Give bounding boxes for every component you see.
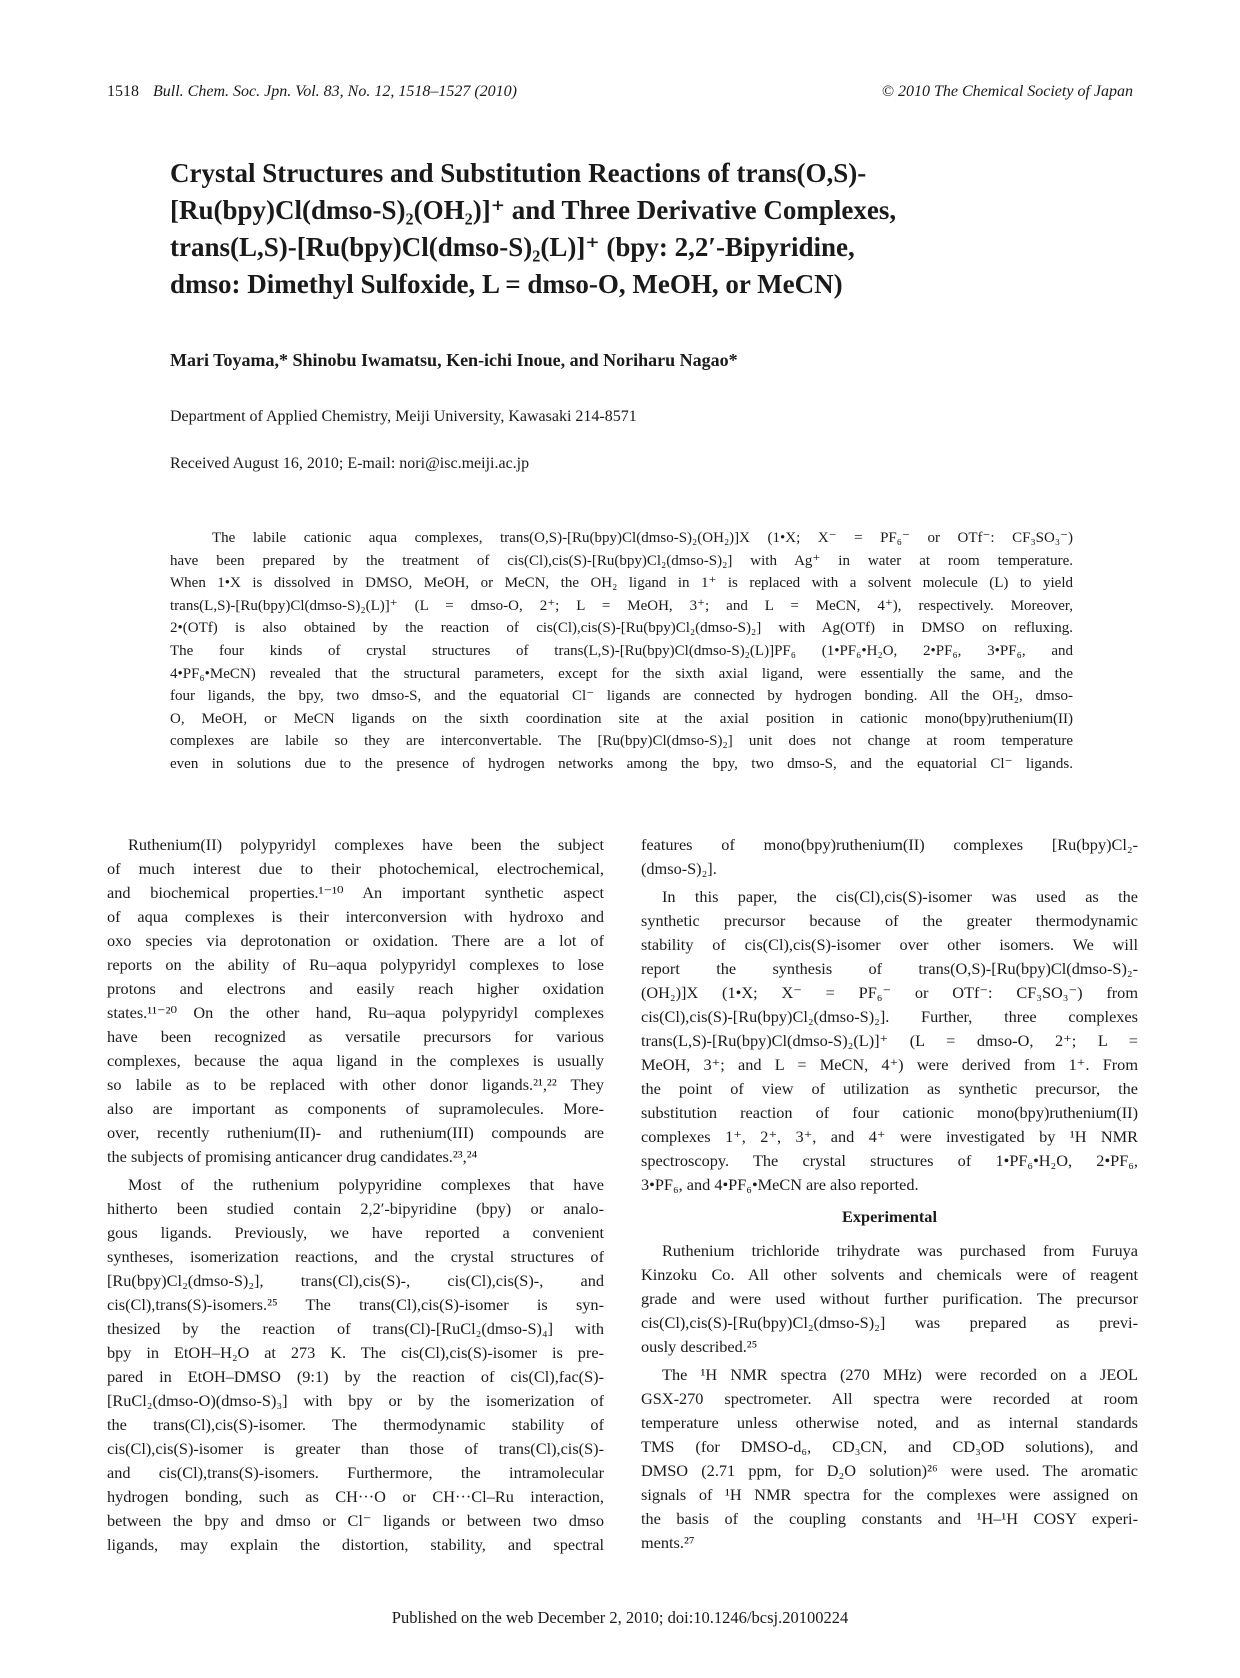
abstract-line: trans(L,S)-[Ru(bpy)Cl(dmso-S)₂(L)]⁺ (L = dmso-O, 2⁺; L = MeOH, 3⁺; and L = MeCN, 4⁺), respectively. Moreover, [170, 597, 1073, 614]
section-heading-experimental: Experimental [842, 1207, 937, 1226]
abstract-line: have been prepared by the treatment of cis(Cl),cis(S)-[Ru(bpy)Cl₂(dmso-S)₂] with Ag⁺ in water at room temperature. [170, 552, 1073, 569]
title-line: dmso: Dimethyl Sulfoxide, L = dmso-O, MeOH, or MeCN) [170, 269, 843, 299]
body-line: thesized by the reaction of trans(Cl)-[RuCl₂(dmso-S)₄] with [107, 1319, 604, 1338]
body-line: states.¹¹⁻²⁰ On the other hand, Ru–aqua polypyridyl complexes [107, 1003, 604, 1022]
body-line: (dmso-S)₂]. [641, 859, 717, 878]
body-line: complexes 1⁺, 2⁺, 3⁺, and 4⁺ were investigated by ¹H NMR [641, 1127, 1138, 1146]
body-line: also are important as components of supramolecules. More- [107, 1099, 604, 1118]
body-line: grade and were used without further purification. The precursor [641, 1289, 1138, 1308]
body-line: gous ligands. Previously, we have reported a convenient [107, 1223, 604, 1242]
body-line: GSX-270 spectrometer. All spectra were recorded at room [641, 1389, 1138, 1408]
paper-title [170, 155, 1070, 303]
author-list: Mari Toyama,* Shinobu Iwamatsu, Ken-ichi Inoue, and Noriharu Nagao* [170, 350, 738, 370]
body-line: Ruthenium(II) polypyridyl complexes have been the subject [128, 835, 604, 854]
body-line: so labile as to be replaced with other donor ligands.²¹,²² They [107, 1075, 604, 1094]
abstract-line: When 1•X is dissolved in DMSO, MeOH, or MeCN, the OH₂ ligand in 1⁺ is replaced with a solvent molecule (L) to yield [170, 575, 1073, 592]
body-line: DMSO (2.71 ppm, for D₂O solution)²⁶ were used. The aromatic [641, 1461, 1138, 1480]
body-line: and biochemical properties.¹⁻¹⁰ An important synthetic aspect [107, 883, 604, 902]
publication-footer: Published on the web December 2, 2010; doi:10.1246/bcsj.20100224 [391, 1608, 849, 1627]
abstract-line: complexes are labile so they are interconvertable. The [Ru(bpy)Cl(dmso-S)₂] unit does not change at room temperature [170, 733, 1073, 750]
body-line: hydrogen bonding, such as CH···O or CH···Cl–Ru interaction, [107, 1487, 604, 1506]
body-line: the basis of the coupling constants and ¹H–¹H COSY experi- [641, 1509, 1138, 1528]
body-line: synthetic precursor because of the greater thermodynamic [641, 911, 1138, 930]
body-line: complexes, because the aqua ligand in the complexes is usually [107, 1051, 604, 1070]
body-line: between the bpy and dmso or Cl⁻ ligands or between two dmso [107, 1511, 604, 1530]
abstract-line: The labile cationic aqua complexes, trans(O,S)-[Ru(bpy)Cl(dmso-S)₂(OH₂)]X (1•X; X⁻ = PF₆⁻ or OTf⁻: CF₃SO₃⁻) [212, 530, 1073, 546]
body-line: cis(Cl),cis(S)-[Ru(bpy)Cl₂(dmso-S)₂]. Further, three complexes [641, 1007, 1138, 1026]
body-line: pared in EtOH–DMSO (9:1) by the reaction of cis(Cl),fac(S)- [107, 1367, 604, 1386]
body-line: ously described.²⁵ [641, 1337, 758, 1356]
abstract-line: 4•PF₆•MeCN) revealed that the structural parameters, except for the sixth axial ligand, were essentially the same, and the [170, 665, 1073, 682]
title-line: Crystal Structures and Substitution Reactions of trans(O,S)- [170, 158, 867, 188]
abstract-line: even in solutions due to the presence of hydrogen networks among the bpy, two dmso-S, and the equatorial Cl⁻ ligands. [170, 755, 1073, 772]
body-line: trans(L,S)-[Ru(bpy)Cl(dmso-S)₂(L)]⁺ (L = dmso-O, 2⁺; L = [641, 1031, 1138, 1050]
body-line: spectroscopy. The crystal structures of 1•PF₆•H₂O, 2•PF₆, [641, 1151, 1138, 1170]
title-line: [Ru(bpy)Cl(dmso-S)₂(OH₂)]⁺ and Three Derivative Complexes, [170, 195, 897, 225]
body-line: of much interest due to their photochemical, electrochemical, [107, 859, 604, 878]
body-line: [Ru(bpy)Cl₂(dmso-S)₂], trans(Cl),cis(S)-, cis(Cl),cis(S)-, and [107, 1271, 604, 1290]
received-date-email: Received August 16, 2010; E-mail: nori@isc.meiji.ac.jp [170, 455, 530, 472]
body-line: bpy in EtOH–H₂O at 273 K. The cis(Cl),cis(S)-isomer is pre- [107, 1343, 604, 1362]
body-line: 3•PF₆, and 4•PF₆•MeCN are also reported. [641, 1175, 919, 1194]
running-header-left [107, 83, 517, 101]
body-line: Kinzoku Co. All other solvents and chemicals were of reagent [641, 1265, 1138, 1284]
body-line: [RuCl₂(dmso-O)(dmso-S)₃] with bpy or by the isomerization of [107, 1391, 604, 1410]
body-line: have been recognized as versatile precursors for various [107, 1027, 604, 1046]
body-column-left [107, 833, 604, 1557]
affiliation: Department of Applied Chemistry, Meiji University, Kawasaki 214-8571 [170, 408, 637, 425]
title-line: trans(L,S)-[Ru(bpy)Cl(dmso-S)₂(L)]⁺ (bpy: 2,2′-Bipyridine, [170, 232, 855, 262]
page-number: 1518 [107, 83, 139, 100]
body-line: over, recently ruthenium(II)- and ruthenium(III) compounds are [107, 1123, 604, 1142]
body-line: features of mono(bpy)ruthenium(II) complexes [Ru(bpy)Cl₂- [641, 835, 1138, 854]
abstract-line: O, MeOH, or MeCN ligands on the sixth coordination site at the axial position in cationic mono(bpy)ruthenium(II) [170, 710, 1073, 727]
body-line: oxo species via deprotonation or oxidation. There are a lot of [107, 931, 604, 950]
body-line: stability of cis(Cl),cis(S)-isomer over other isomers. We will [641, 935, 1138, 954]
body-line: MeOH, 3⁺; and L = MeCN, 4⁺) were derived from 1⁺. From [641, 1055, 1138, 1074]
journal-citation: Bull. Chem. Soc. Jpn. Vol. 83, No. 12, 1518–1527 (2010) [153, 83, 517, 100]
copyright-notice: © 2010 The Chemical Society of Japan [881, 83, 1133, 100]
body-line: (OH₂)]X (1•X; X⁻ = PF₆⁻ or OTf⁻: CF₃SO₃⁻) from [641, 983, 1138, 1002]
abstract-line: four ligands, the bpy, two dmso-S, and the equatorial Cl⁻ ligands are connected by hydrogen bonding. All the OH₂, dmso- [170, 688, 1073, 705]
body-line: the point of view of utilization as synthetic precursor, the [641, 1079, 1138, 1098]
body-line: report the synthesis of trans(O,S)-[Ru(bpy)Cl(dmso-S)₂- [641, 959, 1138, 978]
body-line: the subjects of promising anticancer drug candidates.²³,²⁴ [107, 1147, 478, 1166]
body-line: Ruthenium trichloride trihydrate was purchased from Furuya [662, 1241, 1138, 1260]
body-line: cis(Cl),cis(S)-isomer is greater than those of trans(Cl),cis(S)- [107, 1439, 604, 1458]
abstract-line: The four kinds of crystal structures of trans(L,S)-[Ru(bpy)Cl(dmso-S)₂(L)]PF₆ (1•PF₆•H₂O, 2•PF₆, 3•PF₆, and [170, 642, 1073, 659]
body-line: cis(Cl),cis(S)-[Ru(bpy)Cl₂(dmso-S)₂] was prepared as previ- [641, 1313, 1138, 1332]
body-line: of aqua complexes is their interconversion with hydroxo and [107, 907, 604, 926]
body-line: hitherto been studied contain 2,2′-bipyridine (bpy) or analo- [107, 1199, 604, 1218]
body-line: syntheses, isomerization reactions, and the crystal structures of [107, 1247, 604, 1266]
body-line: The ¹H NMR spectra (270 MHz) were recorded on a JEOL [662, 1365, 1138, 1384]
abstract-line: 2•(OTf) is also obtained by the reaction of cis(Cl),cis(S)-[Ru(bpy)Cl₂(dmso-S)₂] with Ag(OTf) in DMSO on refluxing. [170, 620, 1073, 637]
body-line: protons and electrons and easily reach higher oxidation [107, 979, 604, 998]
body-column-right [641, 833, 1138, 1555]
body-line: reports on the ability of Ru–aqua polypyridyl complexes to lose [107, 955, 604, 974]
body-line: temperature unless otherwise noted, and as internal standards [641, 1413, 1138, 1432]
body-line: substitution reaction of four cationic mono(bpy)ruthenium(II) [641, 1103, 1138, 1122]
body-line: signals of ¹H NMR spectra for the complexes were assigned on [641, 1485, 1138, 1504]
body-line: In this paper, the cis(Cl),cis(S)-isomer was used as the [662, 887, 1138, 906]
body-line: cis(Cl),trans(S)-isomers.²⁵ The trans(Cl),cis(S)-isomer is syn- [107, 1295, 604, 1314]
body-line: ligands, may explain the distortion, stability, and spectral [107, 1535, 604, 1554]
body-line: the trans(Cl),cis(S)-isomer. The thermodynamic stability of [107, 1415, 604, 1434]
body-line: ments.²⁷ [641, 1533, 695, 1552]
abstract [170, 527, 1073, 776]
body-line: and cis(Cl),trans(S)-isomers. Furthermore, the intramolecular [107, 1463, 604, 1482]
body-line: TMS (for DMSO-d₆, CD₃CN, and CD₃OD solutions), and [641, 1437, 1138, 1456]
body-line: Most of the ruthenium polypyridine complexes that have [128, 1175, 604, 1194]
